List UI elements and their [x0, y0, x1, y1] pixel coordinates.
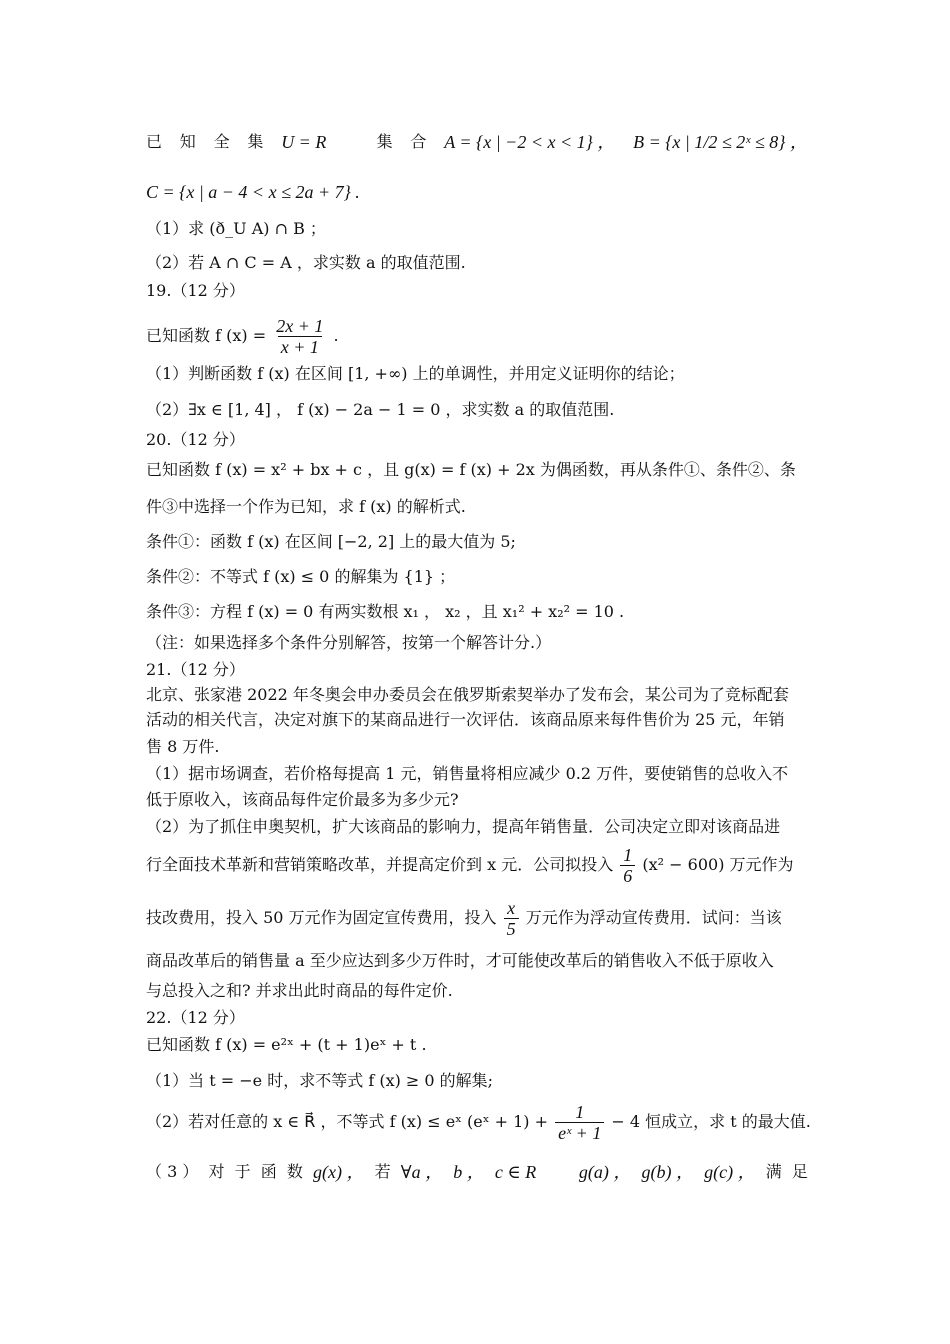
question-21-body-2: 活动的相关代言，决定对旗下的某商品进行一次评估．该商品原来每件售价为 25 元，年销: [146, 710, 785, 729]
word: 于: [234, 1162, 251, 1181]
fraction-numerator: x: [507, 898, 516, 918]
fraction-denominator: 6: [620, 865, 635, 886]
word: （ 3 ）: [146, 1162, 199, 1181]
word: 知: [179, 132, 196, 151]
question-18-part-1: （1）求 (ð_U A) ∩ B ；: [146, 219, 326, 238]
fraction-numerator: 2x + 1: [276, 316, 324, 336]
question-21-part-2-a: （2）为了抓住申奥契机，扩大该商品的影响力，提高年销售量．公司决定立即对该商品进: [146, 817, 781, 836]
question-19-part-1: （1）判断函数 f (x) 在区间 [1, +∞) 上的单调性，并用定义证明你的结论；: [146, 364, 685, 383]
condition-2: 条件②：不等式 f (x) ≤ 0 的解集为 {1} ；: [146, 567, 456, 586]
condition-3: 条件③：方程 f (x) = 0 有两实数根 x₁ ， x₂ ，且 x₁² + x₂² = 10 .: [146, 602, 625, 621]
question-21-body-3: 售 8 万件.: [146, 737, 220, 756]
text-segment: 技改费用，投入 50 万元作为固定宣传费用，投入: [146, 908, 497, 927]
question-22-part-3: [146, 1162, 808, 1182]
question-21-part-2-c: [146, 898, 808, 942]
text-segment: − 4 恒成立，求 t 的最大值.: [611, 1112, 811, 1131]
word: 若: [374, 1162, 391, 1181]
fraction: [273, 316, 326, 357]
question-20-body-2: 件③中选择一个作为已知，求 f (x) 的解析式.: [146, 497, 466, 516]
math-expr: g(b) ，: [641, 1162, 694, 1182]
math-expr: U = R⃗ ，: [281, 132, 359, 152]
question-21-body-1: 北京、张家港 2022 年冬奥会申办委员会在俄罗斯索契举办了发布会，某公司为了竞标配套: [146, 685, 789, 704]
math-expr: g(x) ，: [313, 1162, 365, 1182]
fraction: [555, 1102, 604, 1143]
word: 满: [765, 1162, 782, 1181]
fraction-denominator: 5: [504, 918, 519, 939]
text-line-2: C = {x | a − 4 < x ≤ 2a + 7} .: [146, 182, 360, 202]
condition-1: 条件①：函数 f (x) 在区间 [−2, 2] 上的最大值为 5;: [146, 532, 516, 551]
text-line-1: [146, 132, 808, 152]
word: 合: [410, 132, 427, 151]
fraction-denominator: eˣ + 1: [555, 1122, 604, 1143]
word: 数: [286, 1162, 303, 1181]
question-19-heading: 19.（12 分）: [146, 281, 245, 300]
fraction: [620, 845, 635, 886]
question-20-heading: 20.（12 分）: [146, 430, 245, 449]
word: 集: [376, 132, 393, 151]
math-expr: g(c) ，: [704, 1162, 756, 1182]
question-22-part-1: （1）当 t = −e 时，求不等式 f (x) ≥ 0 的解集;: [146, 1071, 494, 1090]
fraction-denominator: x + 1: [278, 336, 322, 357]
math-expr: b ，: [453, 1162, 485, 1182]
fraction: [504, 898, 519, 939]
question-21-part-2-e: 与总投入之和? 并求出此时商品的每件定价.: [146, 981, 453, 1000]
question-21-heading: 21.（12 分）: [146, 660, 245, 679]
question-21-part-1-b: 低于原收入，该商品每件定价最多为多少元?: [146, 790, 459, 809]
question-22-heading: 22.（12 分）: [146, 1008, 245, 1027]
question-22-function: 已知函数 f (x) = e²ˣ + (t + 1)eˣ + t .: [146, 1035, 427, 1054]
fraction-numerator: 1: [623, 845, 633, 865]
word: 函: [260, 1162, 277, 1181]
note: （注：如果选择多个条件分别解答，按第一个解答计分.）: [146, 633, 552, 652]
math-expr: B = {x | 1/2 ≤ 2ˣ ≤ 8} ，: [633, 132, 808, 152]
question-21-part-2-b: [146, 845, 808, 889]
fraction-numerator: 1: [575, 1102, 585, 1122]
question-21-part-1-a: （1）据市场调查，若价格每提高 1 元，销售量将相应减少 0.2 万件，要使销售的总收入不: [146, 764, 789, 783]
question-18-part-2: （2）若 A ∩ C = A ，求实数 a 的取值范围.: [146, 253, 466, 272]
text-segment: 行全面技术革新和营销策略改革，并提高定价到 x 元．公司拟投入: [146, 855, 614, 874]
text-segment: .: [333, 326, 339, 345]
text-segment: 已知函数 f (x) =: [146, 326, 267, 345]
text-segment: 万元作为浮动宣传费用．试问：当该: [525, 908, 782, 927]
word: 集: [247, 132, 264, 151]
word: 足: [791, 1162, 808, 1181]
question-20-body-1: 已知函数 f (x) = x² + bx + c ，且 g(x) = f (x) + 2x 为偶函数，再从条件①、条件②、条: [146, 460, 796, 479]
word: 已: [146, 132, 163, 151]
word: 全: [213, 132, 230, 151]
question-22-part-2: [146, 1102, 811, 1146]
math-expr: ∀a ，: [400, 1162, 444, 1182]
question-19-part-2: （2）∃x ∈ [1, 4] ， f (x) − 2a − 1 = 0 ，求实数 a 的取值范围.: [146, 400, 615, 419]
math-expr: A = {x | −2 < x < 1} ，: [444, 132, 616, 152]
text-segment: （2）若对任意的 x ∈ R⃗ ，不等式 f (x) ≤ eˣ (eˣ + 1) +: [146, 1112, 549, 1131]
text-segment: (x² − 600) 万元作为: [642, 855, 794, 874]
math-expr: c ∈ R⃗ ，: [494, 1162, 569, 1182]
question-21-part-2-d: 商品改革后的销售量 a 至少应达到多少万件时，才可能使改革后的销售收入不低于原收入: [146, 951, 774, 970]
word: 对: [208, 1162, 225, 1181]
math-expr: g(a) ，: [578, 1162, 632, 1182]
question-19-function: [146, 316, 808, 360]
